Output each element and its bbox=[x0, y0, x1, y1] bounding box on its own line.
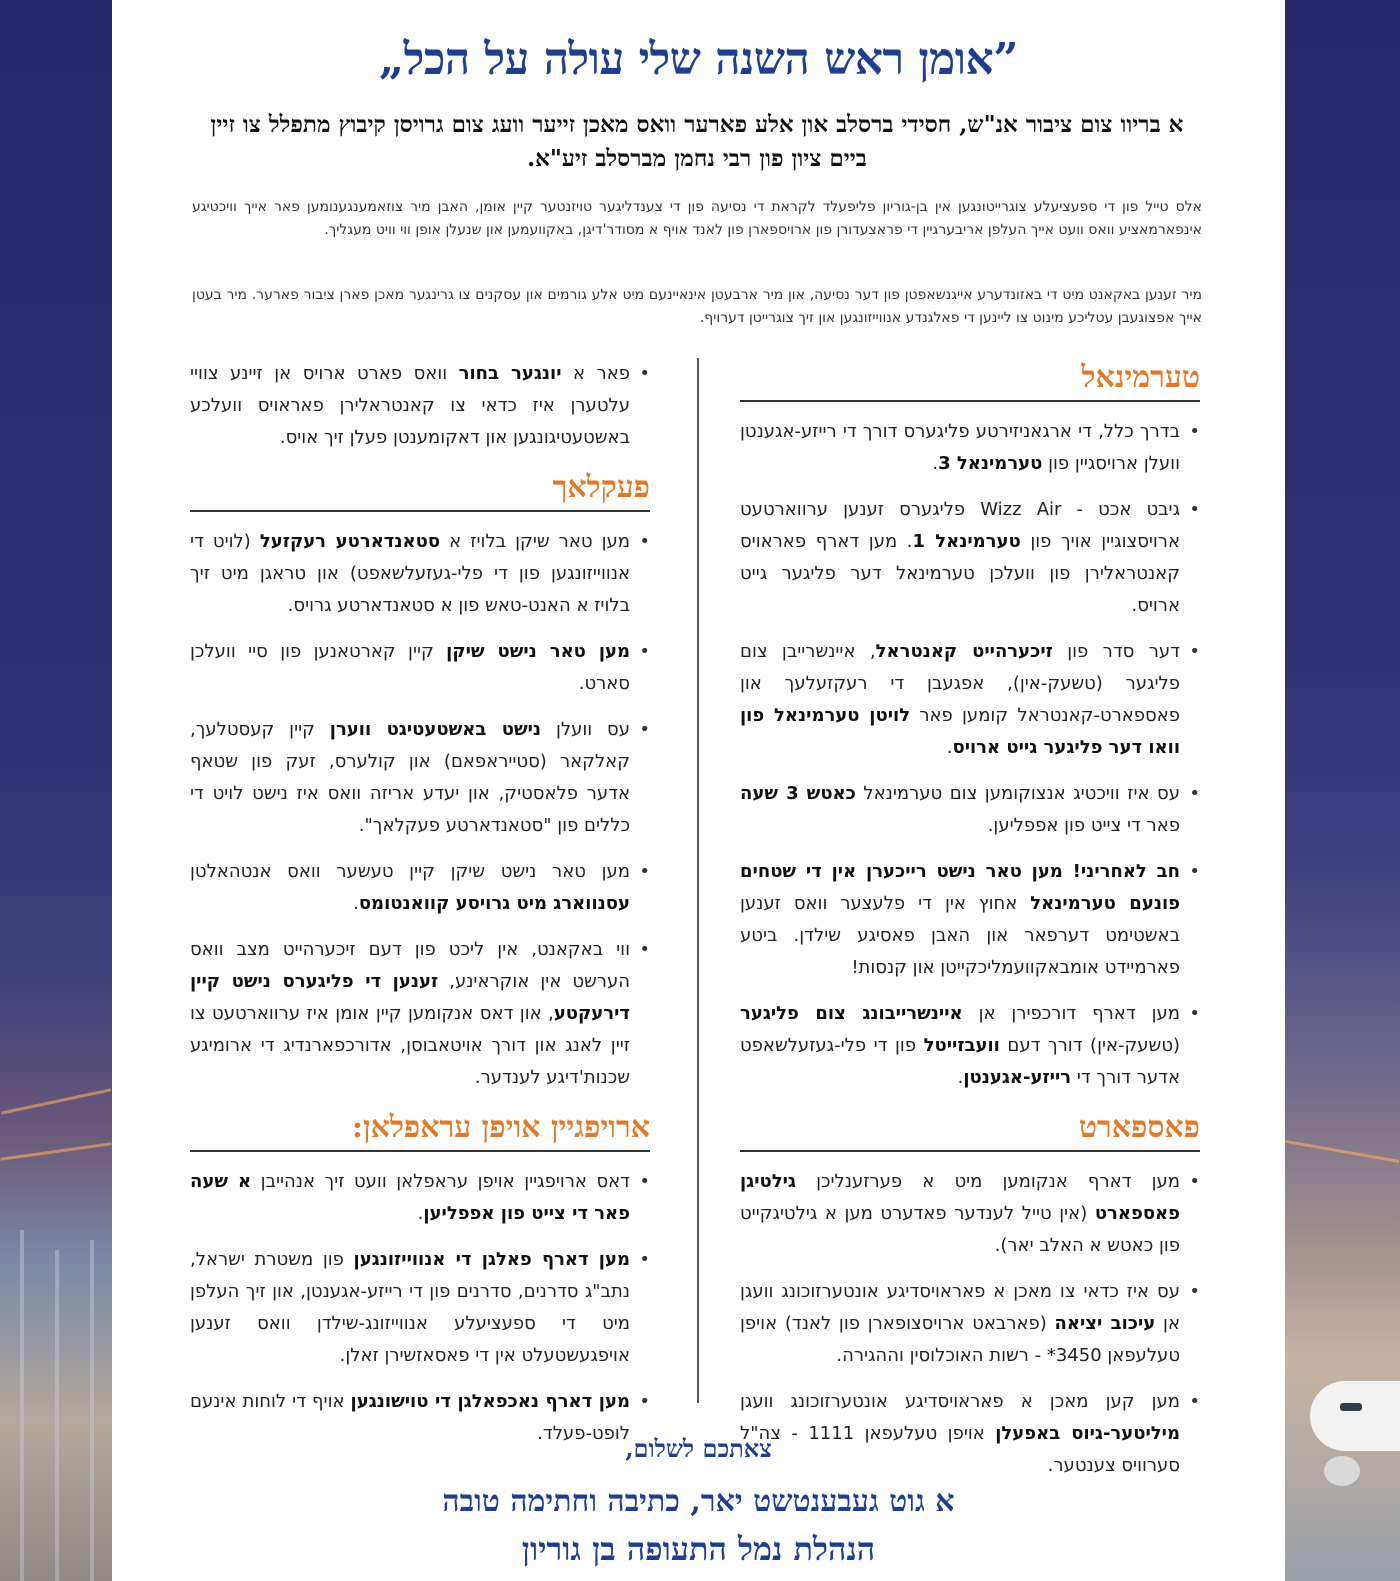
list-item: • מען טאר נישט שיקן קיין טעשער וואס אנטהאלטן עסנווארג מיט גרויסע קוואנטומס. bbox=[190, 856, 650, 920]
left-column bbox=[190, 358, 650, 1464]
right-background-photo bbox=[1285, 0, 1400, 1581]
list-item: • עס איז וויכטיג אנצוקומען צום טערמינאל כאטש 3 שעה פאר די צייט פון אפפליען. bbox=[740, 778, 1200, 842]
section-list bbox=[190, 526, 650, 1094]
section-heading: ארויפגיין אויפן עראפלאן: bbox=[190, 1108, 650, 1152]
section-list bbox=[740, 416, 1200, 1094]
column-divider bbox=[697, 358, 699, 1403]
list-item: • מען דארף פאלגן די אנווייזונגען פון משטרת ישראל, נתב"ג סדרנים, סדרנים פון די רייזע-אגענטן, און זיך העלפן מיט די ספעציעלע אנווייזונג-שילדן וואס זענען אויפגעשטעלט אין די פאסאזשירן זאלן. bbox=[190, 1244, 650, 1372]
signoff-authority: הנהלת נמל התעופה בן גוריון bbox=[521, 1530, 876, 1568]
right-column bbox=[740, 358, 1200, 1496]
section-heading: טערמינאל bbox=[740, 358, 1200, 402]
list-item: • עס איז כדאי צו מאכן א פאראויסדיגע אונטערזוכונג וועגן אן עיכוב יציאה (פארבאט ארויסצופארן פון לאנד) אויפן טעלעפאן 3450* - רשות האוכלוסין וההגירה. bbox=[740, 1276, 1200, 1372]
signoff-greeting: צאתכם לשלום, bbox=[625, 1434, 772, 1463]
section-list bbox=[190, 1166, 650, 1450]
list-item: • דער סדר פון זיכערהייט קאנטראל, איינשרייבן צום פליגער (טשעק-אין), אפגעבן די רעקזעלעך און פאספארט-קאנטראל קומען פאר לויטן טערמינאל פון וואו דער פליגער גייט ארויס. bbox=[740, 636, 1200, 764]
list-item: • ווי באקאנט, אין ליכט פון דעם זיכערהייט מצב וואס הערשט אין אוקראינע, זענען די פליגערס נישט קיין דירעקטע, און דאס אנקומען קיין אומן איז ערווארטעט צו זיין לאנג און דורך אויטאבוסן, אדורכפארנדיג די ארומיגע שכנות'דיגע לענדער. bbox=[190, 934, 650, 1094]
left-background-photo bbox=[0, 0, 112, 1581]
section-heading: פאספארט bbox=[740, 1108, 1200, 1152]
list-item: • חב לאחריני! מען טאר נישט רייכערן אין די שטחים פונעם טערמינאל אחוץ אין די פלעצער וואס זענען באשטימט דערפאר און האבן פאסיגע שילדן. ביטע פארמיידט אומבאקוועמליכקייטן און קנסות! bbox=[740, 856, 1200, 984]
list-item: • דאס ארויפגיין אויפן עראפלאן וועט זיך אנהייבן א שעה פאר די צייט פון אפפליען. bbox=[190, 1166, 650, 1230]
intro-paragraph-2: מיר זענען באקאנט מיט די באזונדערע אייגנשאפטן פון דער נסיעה, און מיר ארבעטן אינאיינעם מיט אלע גורמים און עסקנים צו גרינגער מאכן פארן ציבור פארער. מיר בעטן אייך אפצוגעבן עטליכע מינוט צו ליינען די פאלגנדע אנווייזונגען און זיך צוגרייטן דערויף. bbox=[192, 287, 1202, 326]
notice-sheet bbox=[112, 0, 1285, 1581]
list-item: • מען טאר נישט שיקן קיין קארטאנען פון סיי וועלכן סארט. bbox=[190, 636, 650, 700]
list-item: • עס וועלן נישט באשטעטיגט ווערן קיין קעסטלעך, קאלקאר (סטייראפאם) און קולערס, זעק פון שטאף אדער פלאסטיק, און יעדע אריזה וואס איז נישט לויט די כללים פון "סטאנדארטע פעקלאך". bbox=[190, 714, 650, 842]
list-item: • מען דארף נאכפאלגן די טוישונגען אויף די לוחות אינעם לופט-פעלד. bbox=[190, 1386, 650, 1450]
list-item: • מען דארף אנקומען מיט א פערזענליכן גילטיגן פאספארט (אין טייל לענדער פאדערט מען א גילטיגקייט פון כאטש א האלב יאר). bbox=[740, 1166, 1200, 1262]
section-list bbox=[190, 358, 650, 454]
lead-paragraph: א בריוו צום ציבור אנ"ש, חסידי ברסלב און אלע פארער וואס מאכן זייער וועג צום גרויסן קיבוץ מתפלל צו זיין ביים ציון פון רבי נחמן מברסלב זיע"א. bbox=[210, 111, 1184, 172]
list-item: • מען קען מאכן א פאראויסדיגע אונטערזוכונג וועגן מיליטער-גיוס באפעלן אויפן טעלעפאן 1111 - צה"ל סערוויס צענטער. bbox=[740, 1386, 1200, 1482]
intro-paragraph-1: אלס טייל פון די ספעציעלע צוגרייטונגען אין בן-גוריון פליפעלד לקראת די נסיעה פון די צענדליגער טויזנטער קיין אומן, האבן מיר צוזאמענגענומען פאר אייך וויכטיגע אינפארמאציע וואס וועט אייך העלפן אריבערגיין די פראצעדורן פון ארויספארן פון לאנד אויף א מסודר'דיגן, באקוועמען און שנעלן אופן ווי וויט מעגליך. bbox=[192, 199, 1202, 238]
airplane-image bbox=[1310, 1381, 1400, 1451]
airplane-engine bbox=[1324, 1456, 1360, 1486]
signoff-blessing: א גוט געבענטשט יאר, כתיבה וחתימה טובה bbox=[442, 1484, 955, 1519]
list-item: • מען דארף דורכפירן אן איינשרייבונג צום פליגער (טשעק-אין) דורך דעם וועבזייטל פון די פלי-געזעלשאפט אדער דורך די רייזע-אגענטן. bbox=[740, 998, 1200, 1094]
section-heading: פעקלאך bbox=[190, 468, 650, 512]
list-item: • גיבט אכט - Wizz Air פליגערס זענען ערווארטעט ארויסצוגיין אויך פון טערמינאל 1. מען דארף פאראויס קאנטראלירן פון וועלכן טערמינאל דער פליגער גייט ארויס. bbox=[740, 494, 1200, 622]
list-item: • מען טאר שיקן בלויז א סטאנדארטע רעקזעל (לויט די אנווייזונגען פון די פלי-געזעלשאפט) און טראגן מיט זיך בלויז א האנט-טאש פון א סטאנדארטע גרויס. bbox=[190, 526, 650, 622]
page-title: ”אומן ראש השנה שלי עולה על הכל„ bbox=[378, 34, 1019, 85]
airplane-window bbox=[1340, 1403, 1362, 1411]
list-item: • פאר א יונגער בחור וואס פארט ארויס אן זיינע צוויי עלטערן איז כדאי צו קאנטראלירן פאראויס וועלכע באשטעטיגונגען און דאקומענטן פעלן זיך אויס. bbox=[190, 358, 650, 454]
list-item: • בדרך כלל, די ארגאניזירטע פליגערס דורך די רייזע-אגענטן וועלן ארויסגיין פון טערמינאל 3. bbox=[740, 416, 1200, 480]
